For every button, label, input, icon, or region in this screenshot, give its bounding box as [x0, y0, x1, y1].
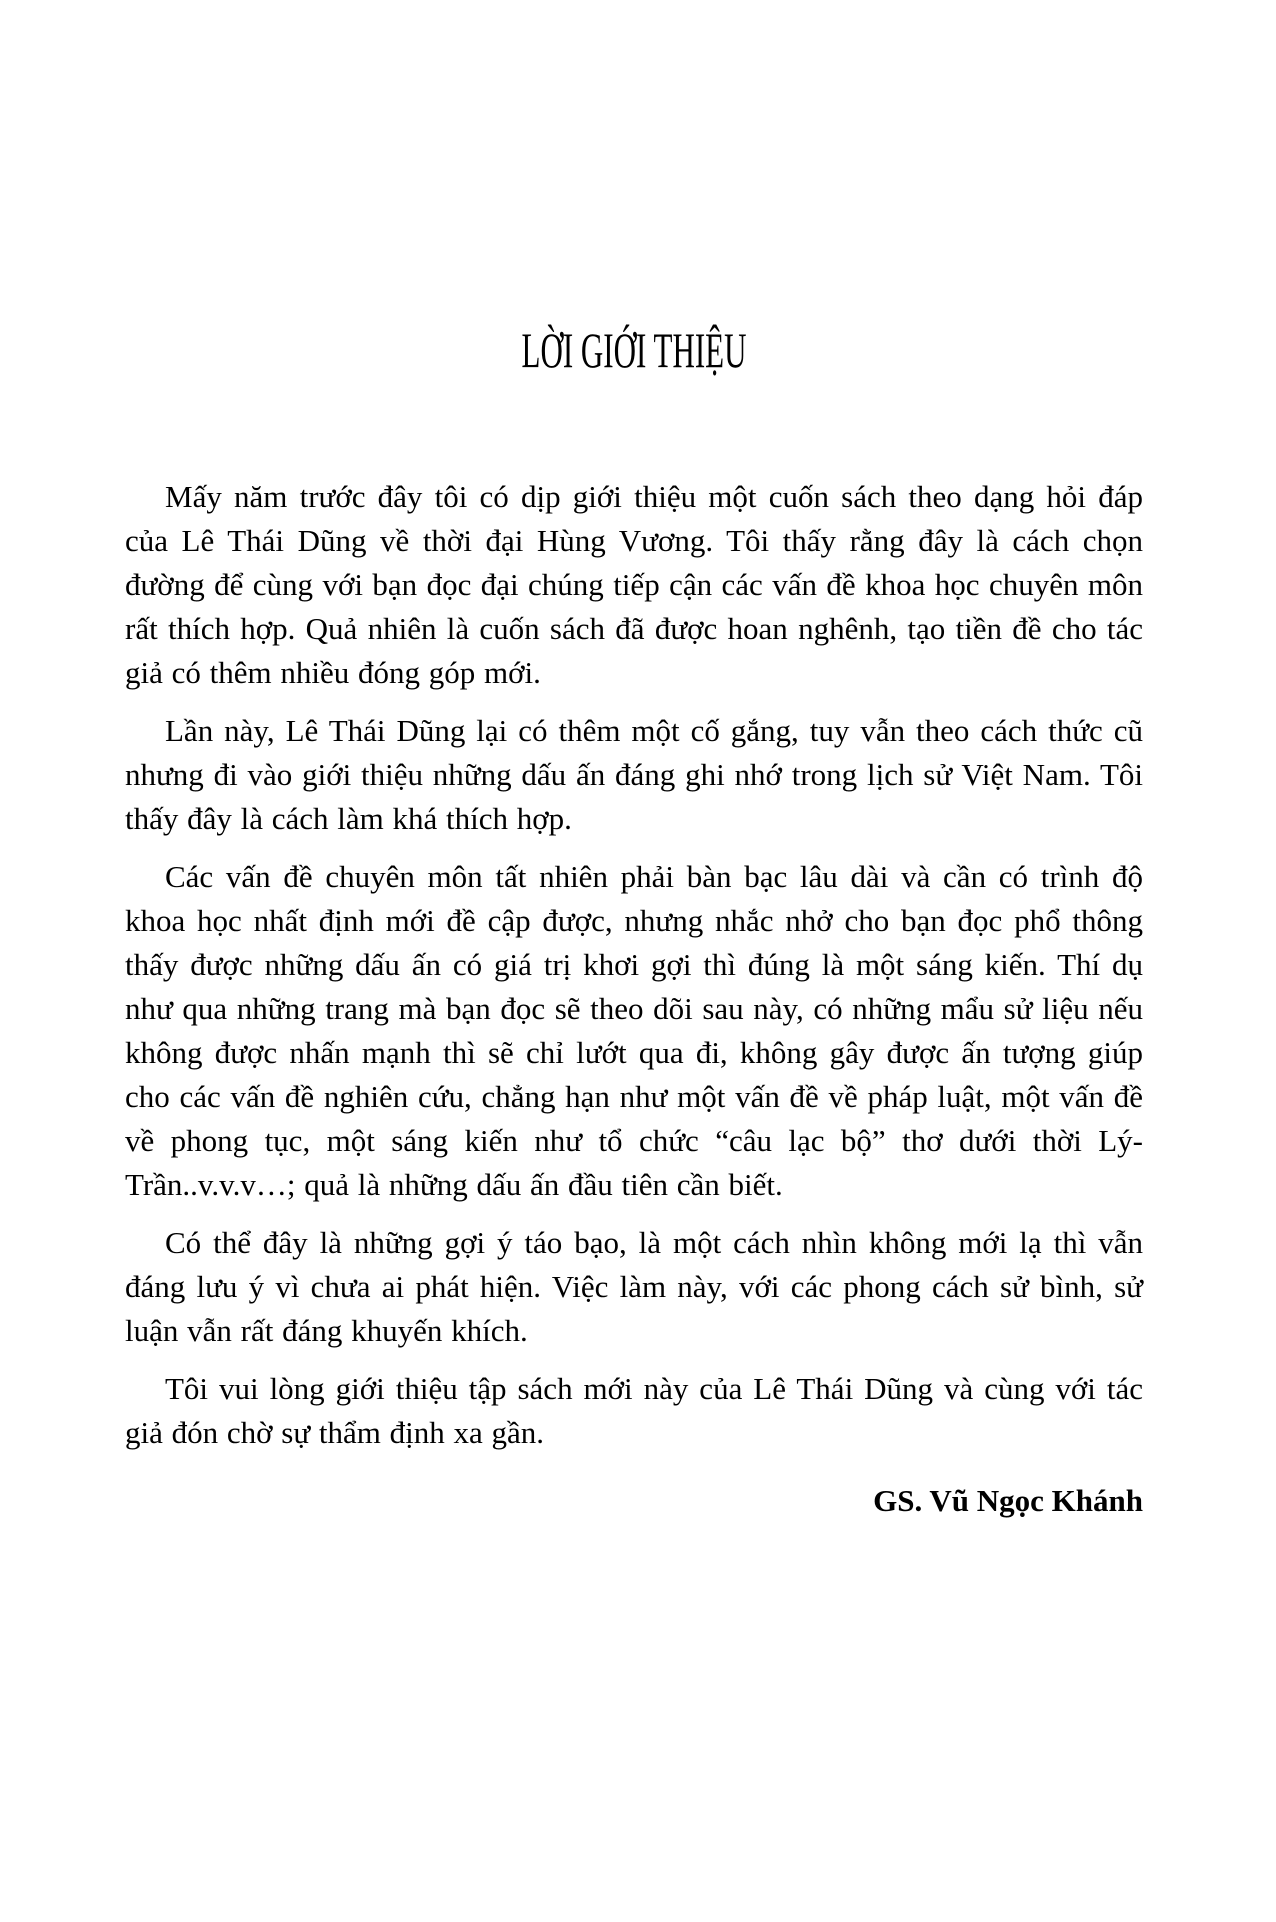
paragraph: Có thể đây là những gợi ý táo bạo, là một cách nhìn không mới lạ thì vẫn đáng lưu ý vì chưa ai phát hiện. Việc làm này, với các phong cách sử bình, sử luận vẫn rất đáng khuyến khích. [125, 1225, 1143, 1348]
page-content [125, 0, 1143, 1521]
page-title: LỜI GIỚI THIỆU [521, 322, 747, 378]
paragraph: Lần này, Lê Thái Dũng lại có thêm một cố gắng, tuy vẫn theo cách thức cũ nhưng đi vào giới thiệu những dấu ấn đáng ghi nhớ trong lịch sử Việt Nam. Tôi thấy đây là cách làm khá thích hợp. [125, 713, 1143, 836]
signature: GS. Vũ Ngọc Khánh [873, 1483, 1143, 1518]
paragraph: Mấy năm trước đây tôi có dịp giới thiệu một cuốn sách theo dạng hỏi đáp của Lê Thái Dũng về thời đại Hùng Vương. Tôi thấy rằng đây là cách chọn đường để cùng với bạn đọc đại chúng tiếp cận các vấn đề khoa học chuyên môn rất thích hợp. Quả nhiên là cuốn sách đã được hoan nghênh, tạo tiền đề cho tác giả có thêm nhiều đóng góp mới. [125, 479, 1143, 690]
paragraph: Tôi vui lòng giới thiệu tập sách mới này của Lê Thái Dũng và cùng với tác giả đón chờ sự thẩm định xa gần. [125, 1371, 1143, 1450]
paragraph: Các vấn đề chuyên môn tất nhiên phải bàn bạc lâu dài và cần có trình độ khoa học nhất định mới đề cập được, nhưng nhắc nhở cho bạn đọc phổ thông thấy được những dấu ấn có giá trị khơi gợi thì đúng là một sáng kiến. Thí dụ như qua những trang mà bạn đọc sẽ theo dõi sau này, có những mẩu sử liệu nếu không được nhấn mạnh thì sẽ chỉ lướt qua đi, không gây được ấn tượng giúp cho các vấn đề nghiên cứu, chẳng hạn như một vấn đề về pháp luật, một vấn đề về phong tục, một sáng kiến như tổ chức “câu lạc bộ” thơ dưới thời Lý-Trần..v.v.v…; quả là những dấu ấn đầu tiên cần biết. [125, 859, 1143, 1202]
